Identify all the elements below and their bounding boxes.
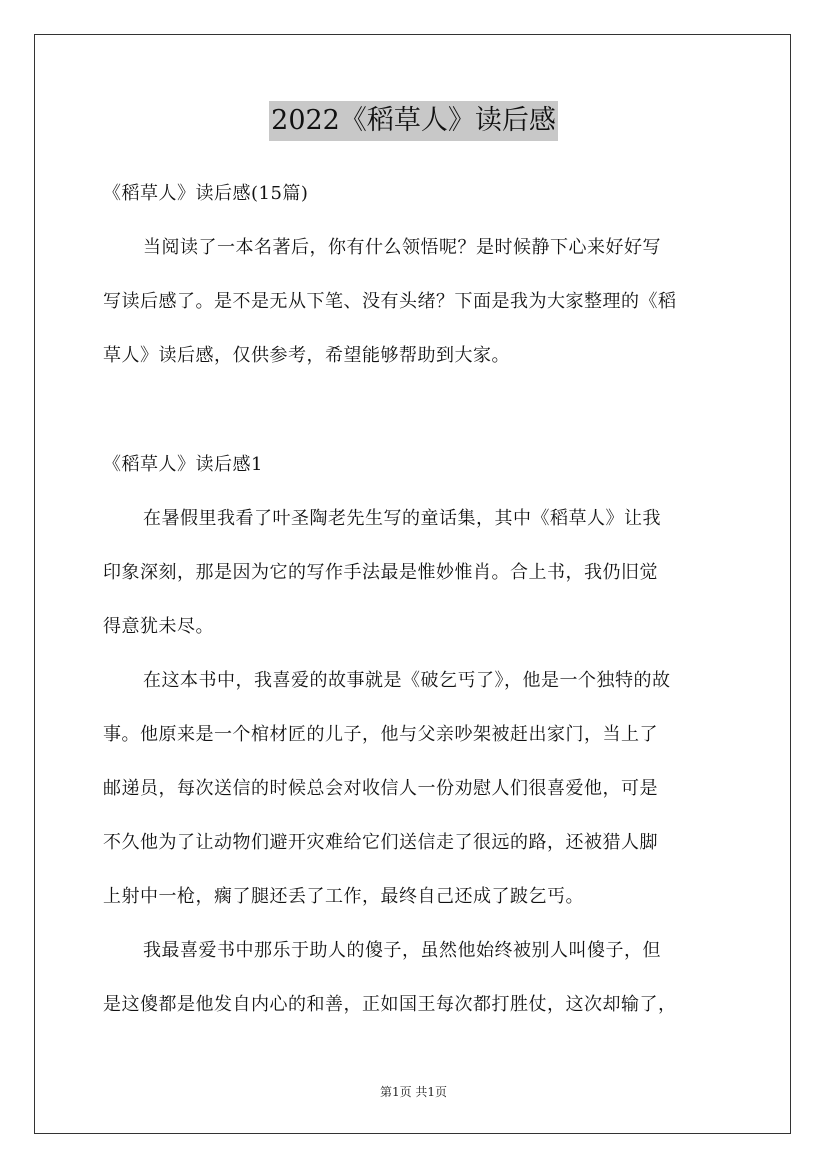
paragraph1-line-1: 在暑假里我看了叶圣陶老先生写的童话集，其中《稻草人》让我 [143, 508, 661, 529]
paragraph1-line-2: 印象深刻，那是因为它的写作手法最是惟妙惟肖。合上书，我仍旧觉 [103, 562, 658, 583]
section-heading: 《稻草人》读后感1 [103, 454, 263, 475]
page-number: 第1页 共1页 [379, 1085, 448, 1099]
subtitle: 《稻草人》读后感(15篇) [103, 183, 309, 204]
paragraph2-line-2: 事。他原来是一个棺材匠的儿子，他与父亲吵架被赶出家门，当上了 [103, 724, 658, 745]
paragraph2-line-1: 在这本书中，我喜爱的故事就是《破乞丐了》，他是一个独特的故 [143, 670, 671, 691]
paragraph3-line-2: 是这傻都是他发自内心的和善，正如国王每次都打胜仗，这次却输了， [103, 994, 677, 1015]
paragraph1-line-3: 得意犹未尽。 [103, 616, 214, 637]
intro-line-2: 写读后感了。是不是无从下笔、没有头绪？下面是我为大家整理的《稻 [103, 291, 677, 312]
intro-line-1: 当阅读了一本名著后，你有什么领悟呢？是时候静下心来好好写 [143, 237, 661, 258]
paragraph3-line-1: 我最喜爱书中那乐于助人的傻子，虽然他始终被别人叫傻子，但 [143, 940, 661, 961]
page-footer [0, 1084, 827, 1100]
intro-line-3: 草人》读后感，仅供参考，希望能够帮助到大家。 [103, 345, 510, 366]
paragraph2-line-4: 不久他为了让动物们避开灾难给它们送信走了很远的路，还被猎人脚 [103, 832, 658, 853]
document-title: 2022《稻草人》读后感 [269, 101, 558, 141]
title-container [0, 101, 827, 141]
paragraph2-line-5: 上射中一枪，瘸了腿还丢了工作，最终自己还成了跛乞丐。 [103, 886, 584, 907]
paragraph2-line-3: 邮递员，每次送信的时候总会对收信人一份劝慰人们很喜爱他，可是 [103, 778, 658, 799]
